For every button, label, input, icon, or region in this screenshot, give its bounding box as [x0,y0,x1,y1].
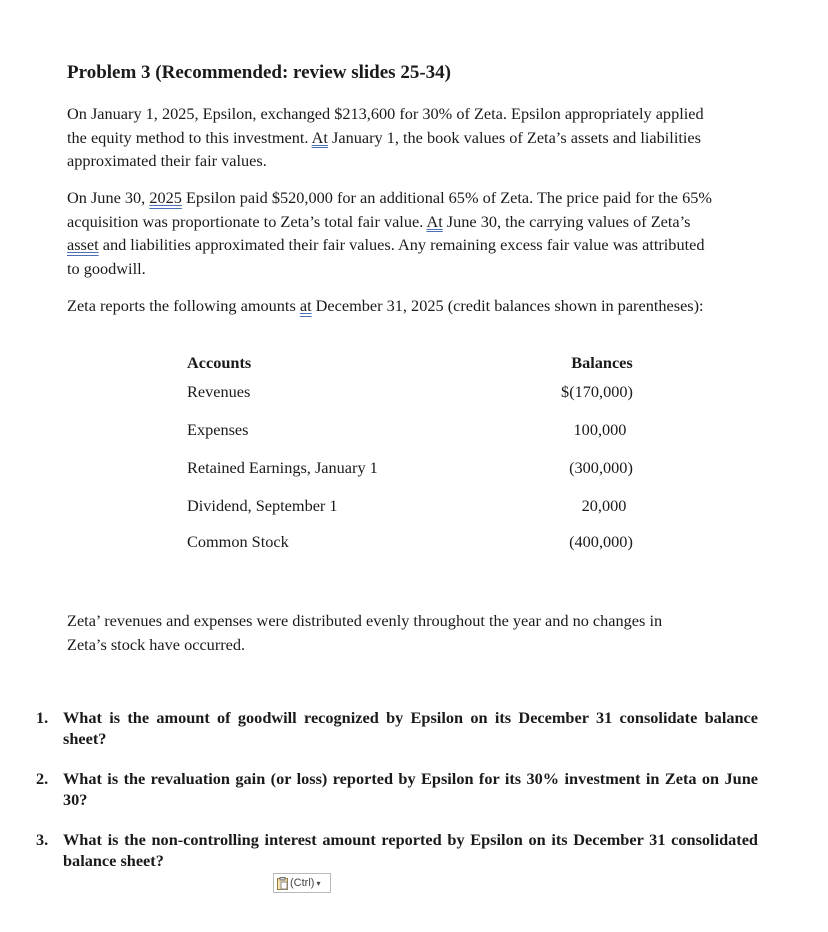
grammar-flag[interactable]: at [299,296,312,315]
paste-options-label: (Ctrl) [290,877,315,889]
chevron-down-icon: ▾ [316,878,321,888]
paste-options-button[interactable] [273,873,331,893]
text-line: and liabilities approximated their fair values. Any remaining excess fair value was attributed [98,235,705,254]
text-line: Zeta reports the following amounts [67,296,300,315]
grammar-flag[interactable]: asset [67,235,99,254]
grammar-flag[interactable]: 2025 [149,188,182,207]
grammar-flag[interactable]: At [426,211,443,231]
paragraph-acquisition-1 [67,102,757,173]
question-text: What is the amount of goodwill recognized by Epsilon on its December 31 consolidate balance sheet? [63,708,758,748]
question-item [36,768,758,810]
grammar-flag[interactable]: At [311,127,328,147]
account-name: Retained Earnings, January 1 [187,458,378,477]
header-accounts: Accounts [187,353,252,372]
question-text: What is the revaluation gain (or loss) reported by Epsilon for its 30% investment in Zeta on June 30? [63,769,758,809]
text-line: Zeta’ revenues and expenses were distributed evenly throughout the year and no changes in [67,611,663,630]
paragraph-note [67,609,757,656]
text-line: Zeta’s stock have occurred. [67,634,246,654]
account-name: Dividend, September 1 [187,496,338,515]
account-name: Common Stock [187,532,289,551]
account-balance: (300,000) [569,458,633,477]
text-line: January 1, the book values of Zeta’s assets and liabilities [327,127,701,147]
text-line: approximated their fair values. [67,151,267,170]
problem-title: Problem 3 (Recommended: review slides 25-34) [67,62,451,83]
account-balance: $(170,000) [561,382,633,401]
account-balance: 20,000 [581,496,627,515]
text-line: Epsilon paid $520,000 for an additional 65% of Zeta. The price paid for the 65% [181,188,712,207]
text-line: to goodwill. [67,258,146,278]
question-number: 3. [36,830,49,849]
account-name: Expenses [187,420,249,439]
header-balances: Balances [571,353,633,372]
text-line: June 30, the carrying values of Zeta’s [442,211,691,231]
text-line: December 31, 2025 (credit balances shown in parentheses): [311,296,704,315]
account-balance: 100,000 [573,420,627,439]
text-line: On January 1, 2025, Epsilon, exchanged $213,600 for 30% of Zeta. Epsilon appropriately applied [67,104,704,123]
question-item [36,707,758,749]
account-name: Revenues [187,382,251,401]
question-text: What is the non-controlling interest amount reported by Epsilon on its December 31 consolidated balance sheet? [63,830,758,870]
text-line: On June 30, [67,188,150,207]
question-number: 1. [36,708,49,727]
clipboard-icon [277,877,288,890]
text-line: acquisition was proportionate to Zeta’s total fair value. [67,211,427,231]
account-balance: (400,000) [569,532,633,551]
paragraph-table-intro [67,294,757,318]
paragraph-acquisition-2 [67,186,757,280]
question-number: 2. [36,769,49,788]
question-item [36,829,758,871]
text-line: the equity method to this investment. [67,127,312,147]
